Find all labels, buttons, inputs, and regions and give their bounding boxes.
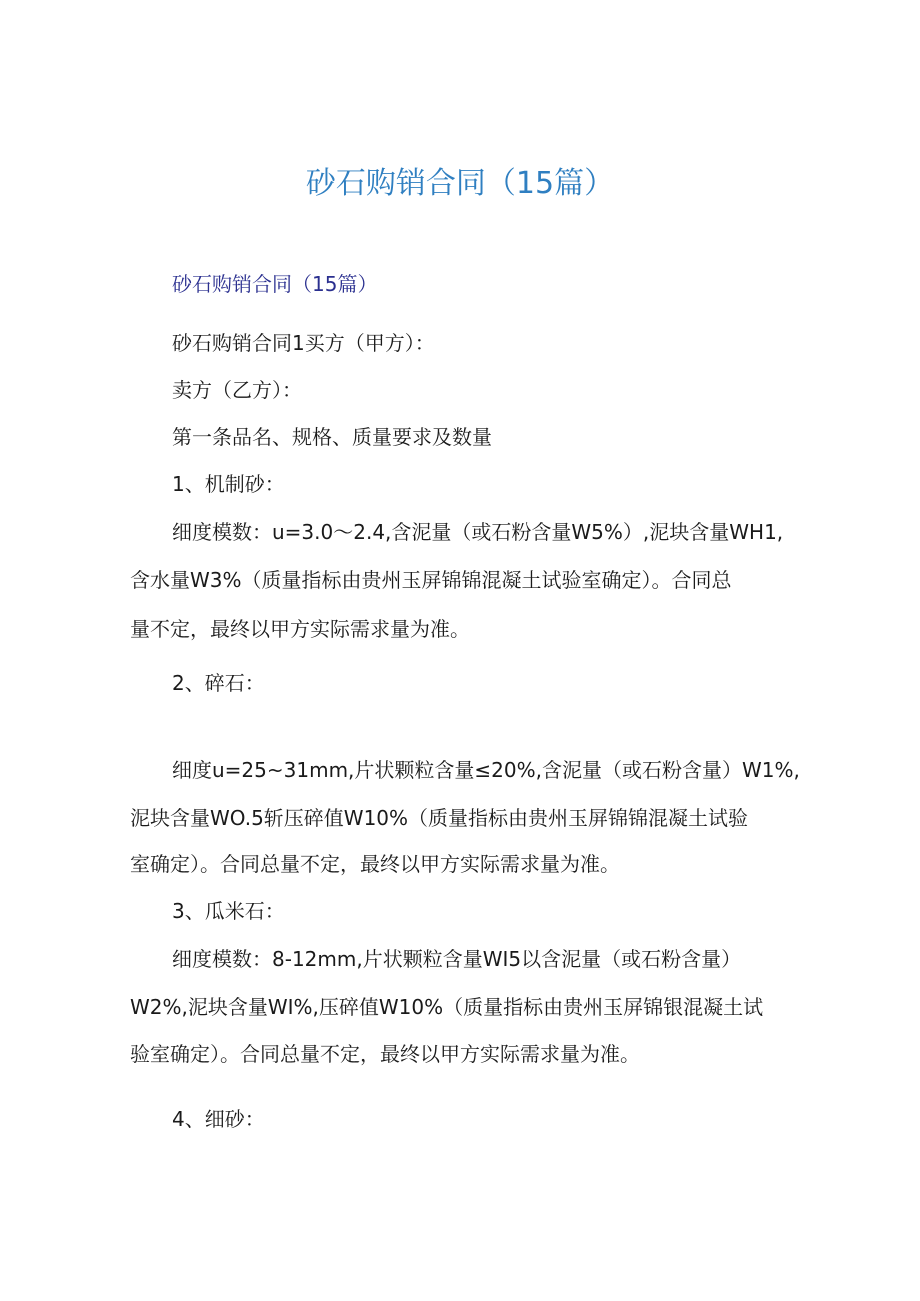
paragraph-line: 量不定，最终以甲方实际需求量为准。 [130, 617, 470, 641]
document-title: 砂石购销合同（15篇） [305, 166, 615, 201]
paragraph-line: 1、机制砂： [172, 472, 285, 496]
paragraph-line: 第一条品名、规格、质量要求及数量 [172, 425, 492, 449]
document-subtitle: 砂石购销合同（15篇） [172, 272, 378, 296]
paragraph-line: 细度模数：8-12mm,片状颗粒含量WI5以含泥量（或石粉含量） [172, 947, 742, 971]
paragraph-line: 室确定）。合同总量不定，最终以甲方实际需求量为准。 [130, 852, 620, 876]
paragraph-line: 细度u=25~31mm,片状颗粒含量≤20%,含泥量（或石粉含量）W1%, [172, 758, 800, 782]
paragraph-line: 砂石购销合同1买方（甲方）： [172, 331, 435, 355]
paragraph-line: 细度模数：u=3.0～2.4,含泥量（或石粉含量W5%）,泥块含量WH1, [172, 520, 784, 544]
paragraph-line: 卖方（乙方）： [172, 378, 302, 402]
paragraph-line: 2、碎石： [172, 671, 265, 695]
paragraph-line: 含水量W3%（质量指标由贵州玉屏锦锦混凝土试验室确定）。合同总 [130, 568, 732, 592]
paragraph-line: 泥块含量WO.5斩压碎值W10%（质量指标由贵州玉屏锦锦混凝土试验 [130, 806, 749, 830]
paragraph-line: 验室确定）。合同总量不定，最终以甲方实际需求量为准。 [130, 1042, 640, 1066]
paragraph-line: 3、瓜米石： [172, 899, 285, 923]
paragraph-line: W2%,泥块含量WI%,压碎值W10%（质量指标由贵州玉屏锦银混凝土试 [130, 995, 764, 1019]
paragraph-line: 4、细砂： [172, 1107, 265, 1131]
